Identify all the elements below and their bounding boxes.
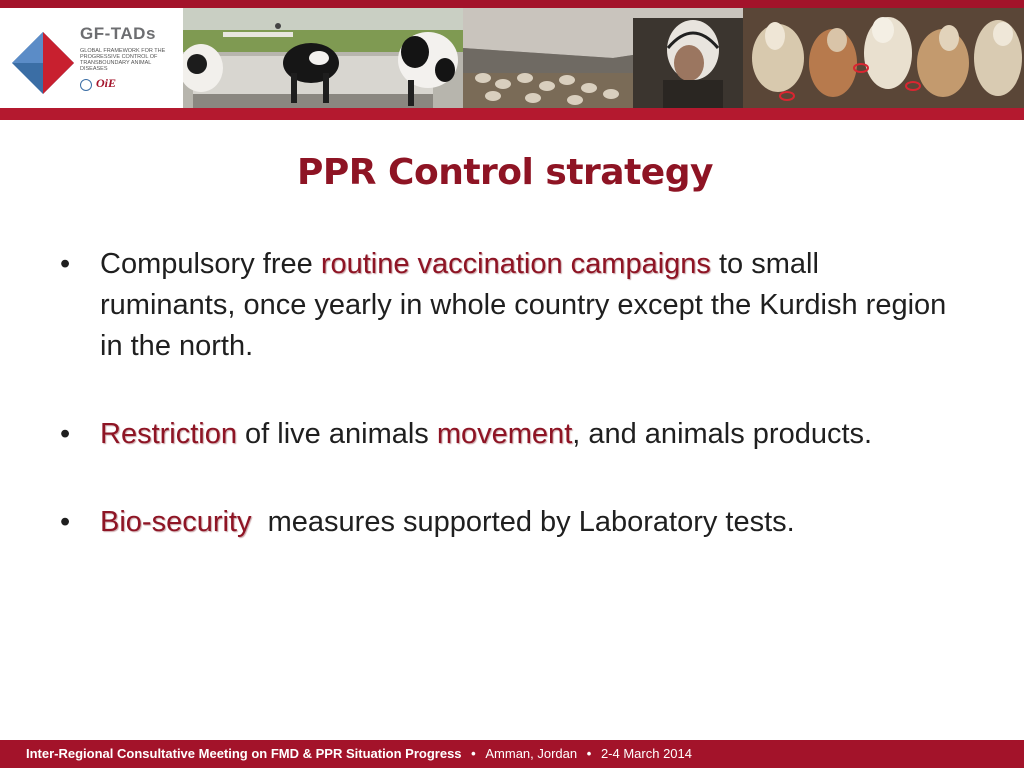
bullet-text: to small ruminants, once yearly in whole country except the Kurdish region in the north. bbox=[100, 248, 947, 362]
bullet-item bbox=[60, 414, 960, 455]
slide-title: PPR Control strategy bbox=[297, 152, 713, 193]
bullet-text: Compulsory free bbox=[100, 248, 321, 280]
highlight-text: Bio-security bbox=[100, 506, 252, 538]
logo-title: GF-TADs bbox=[80, 24, 156, 43]
header-banner bbox=[0, 0, 1024, 120]
footer-text bbox=[26, 746, 692, 761]
footer-separator: • bbox=[471, 746, 476, 761]
fao-logo-icon bbox=[80, 79, 92, 91]
header-bottom-stripe bbox=[0, 108, 1024, 120]
footer-dates: 2-4 March 2014 bbox=[600, 746, 692, 761]
footer-location: Amman, Jordan bbox=[485, 746, 578, 761]
bullet-text: measures supported by Laboratory tests. bbox=[251, 506, 795, 538]
bullet-text: , and animals products. bbox=[572, 418, 873, 450]
bullet-item bbox=[60, 244, 960, 367]
footer-event: Inter-Regional Consultative Meeting on FMD & PPR Situation Progress bbox=[26, 746, 462, 761]
bullet-text: of live animals bbox=[237, 418, 437, 450]
shepherd-photo bbox=[463, 8, 743, 108]
bullet-marker: • bbox=[60, 418, 71, 450]
bullet-list bbox=[60, 244, 960, 543]
footer-bar bbox=[0, 740, 1024, 768]
highlight-text: movement bbox=[436, 418, 573, 450]
bullet-marker: • bbox=[60, 248, 71, 280]
header-top-stripe bbox=[0, 0, 1024, 8]
bullet-marker: • bbox=[60, 506, 71, 538]
oie-logo: OiE bbox=[96, 76, 117, 90]
gf-tads-logo bbox=[0, 8, 183, 108]
diamond-logo-icon bbox=[10, 30, 76, 96]
sheep-photo bbox=[743, 8, 1024, 108]
highlight-text: routine vaccination campaigns bbox=[320, 248, 711, 280]
bullet-item bbox=[60, 502, 960, 543]
highlight-text: Restriction bbox=[100, 418, 237, 450]
footer-separator: • bbox=[586, 746, 592, 761]
cattle-photo bbox=[183, 8, 463, 108]
logo-subtitle: GLOBAL FRAMEWORK FOR THE PROGRESSIVE CONTROL OF TRANSBOUNDARY ANIMAL DISEASES bbox=[80, 48, 166, 72]
